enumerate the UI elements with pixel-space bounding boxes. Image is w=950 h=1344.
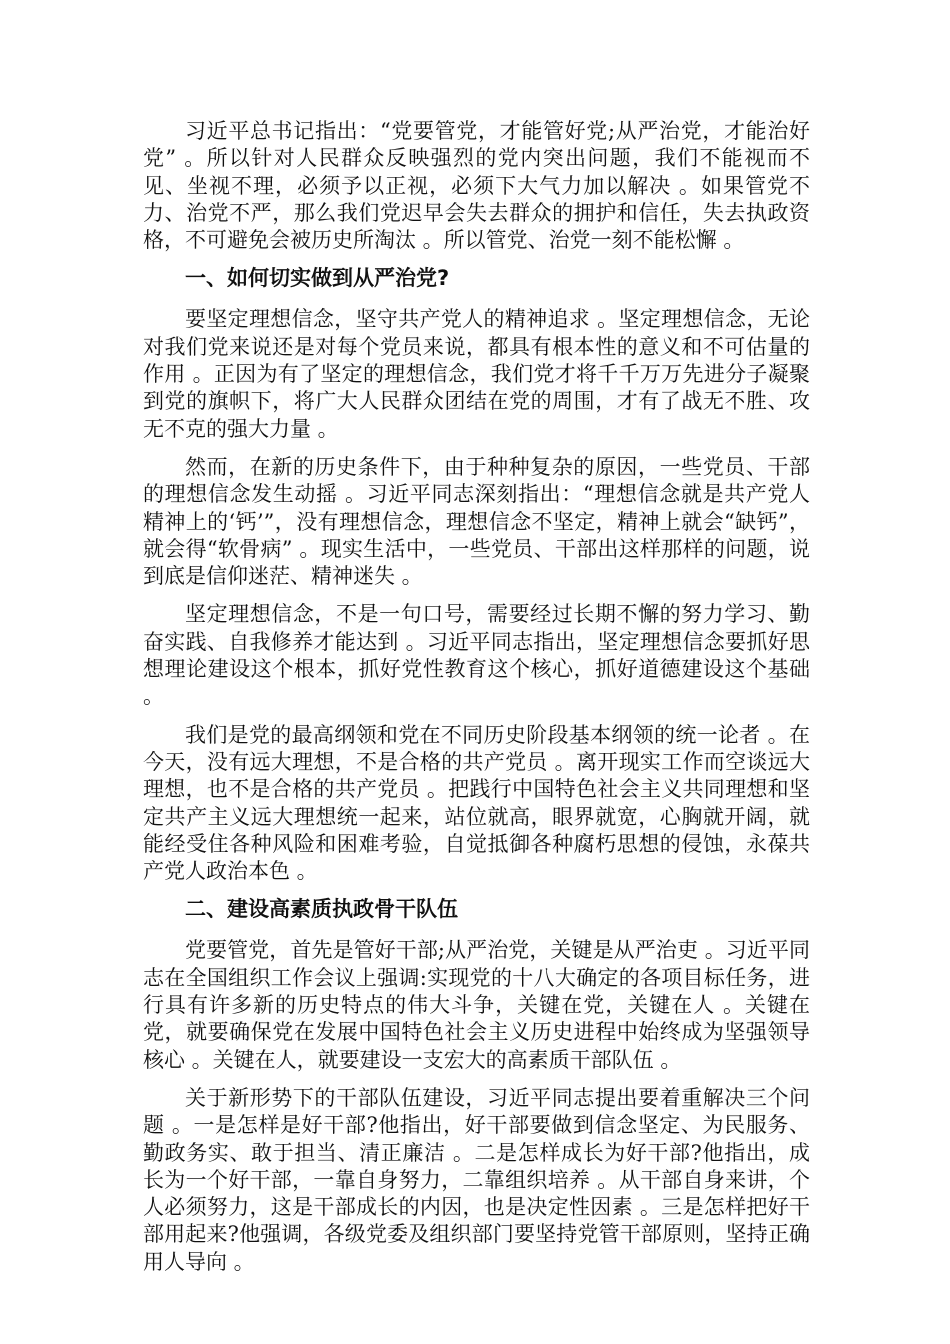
section-heading-1: 一、如何切实做到从严治党? — [185, 266, 450, 291]
paragraph-program: 我们是党的最高纲领和党在不同历史阶段基本纲领的统一论者 。在今天，没有远大理想，不是合格的共产党员 。离开现实工作而空谈远大理想，也不是合格的共产党员 。把践行中国特色社会主义共同理想和坚定共产主义远大理想统一起来，站位就高，眼界就宽，心胸就开阔，就能经受住各种风险和困难考验，自觉抵御各种腐朽思想的侵蚀，永葆共产党人政治本色 。 — [143, 722, 810, 884]
paragraph-intro: 习近平总书记指出：“党要管党，才能管好党;从严治党，才能治好党” 。所以针对人民群众反映强烈的党内突出问题，我们不能视而不见、坐视不理，必须予以正视，必须下大气力加以解决 。如果管党不力、治党不严，那么我们党迟早会失去群众的拥护和信任，失去执政资格，不可避免会被历史所淘汰 。所以管党、治党一刻不能松懈 。 — [143, 119, 810, 253]
paragraph-three-questions: 关于新形势下的干部队伍建设，习近平同志提出要着重解决三个问题 。一是怎样是好干部?他指出，好干部要做到信念坚定、为民服务、勤政务实、敢于担当、清正廉洁 。二是怎样成长为好干部?他指出，成长为一个好干部，一靠自身努力，二靠组织培养 。从干部自身来讲，个人必须努力，这是干部成长的内因，也是决定性因素 。三是怎样把好干部用起来?他强调，各级党委及组织部门要坚持党管干部原则，坚持正确用人导向 。 — [143, 1085, 810, 1274]
paragraph-ideals: 要坚定理想信念，坚守共产党人的精神追求 。坚定理想信念，无论对我们党来说还是对每个党员来说，都具有根本性的意义和不可估量的作用 。正因为有了坚定的理想信念，我们党才将千千万万先进分子凝聚到党的旗帜下，将广大人民群众团结在党的周围，才有了战无不胜、攻无不克的强大力量 。 — [143, 307, 810, 441]
paragraph-cultivation: 坚定理想信念，不是一句口号，需要经过长期不懈的努力学习、勤奋实践、自我修养才能达到 。习近平同志指出，坚定理想信念要抓好思想理论建设这个根本，抓好党性教育这个核心，抓好道德建设这个基础 。 — [143, 602, 810, 709]
paragraph-cadres: 党要管党，首先是管好干部;从严治党，关键是从严治吏 。习近平同志在全国组织工作会议上强调:实现党的十八大确定的各项目标任务，进行具有许多新的历史特点的伟大斗争，关键在党，关键在人 。关键在党，就要确保党在发展中国特色社会主义历史进程中始终成为坚强领导核心 。关键在人，就要建设一支宏大的高素质干部队伍 。 — [143, 938, 810, 1072]
section-heading-2: 二、建设高素质执政骨干队伍 — [185, 897, 458, 922]
document-body — [143, 118, 810, 1287]
paragraph-calcium: 然而，在新的历史条件下，由于种种复杂的原因，一些党员、干部的理想信念发生动摇 。习近平同志深刻指出：“理想信念就是共产党人精神上的‘钙’”，没有理想信念，理想信念不坚定，精神上就会“缺钙”，就会得“软骨病” 。现实生活中，一些党员、干部出这样那样的问题，说到底是信仰迷茫、精神迷失 。 — [143, 454, 810, 589]
